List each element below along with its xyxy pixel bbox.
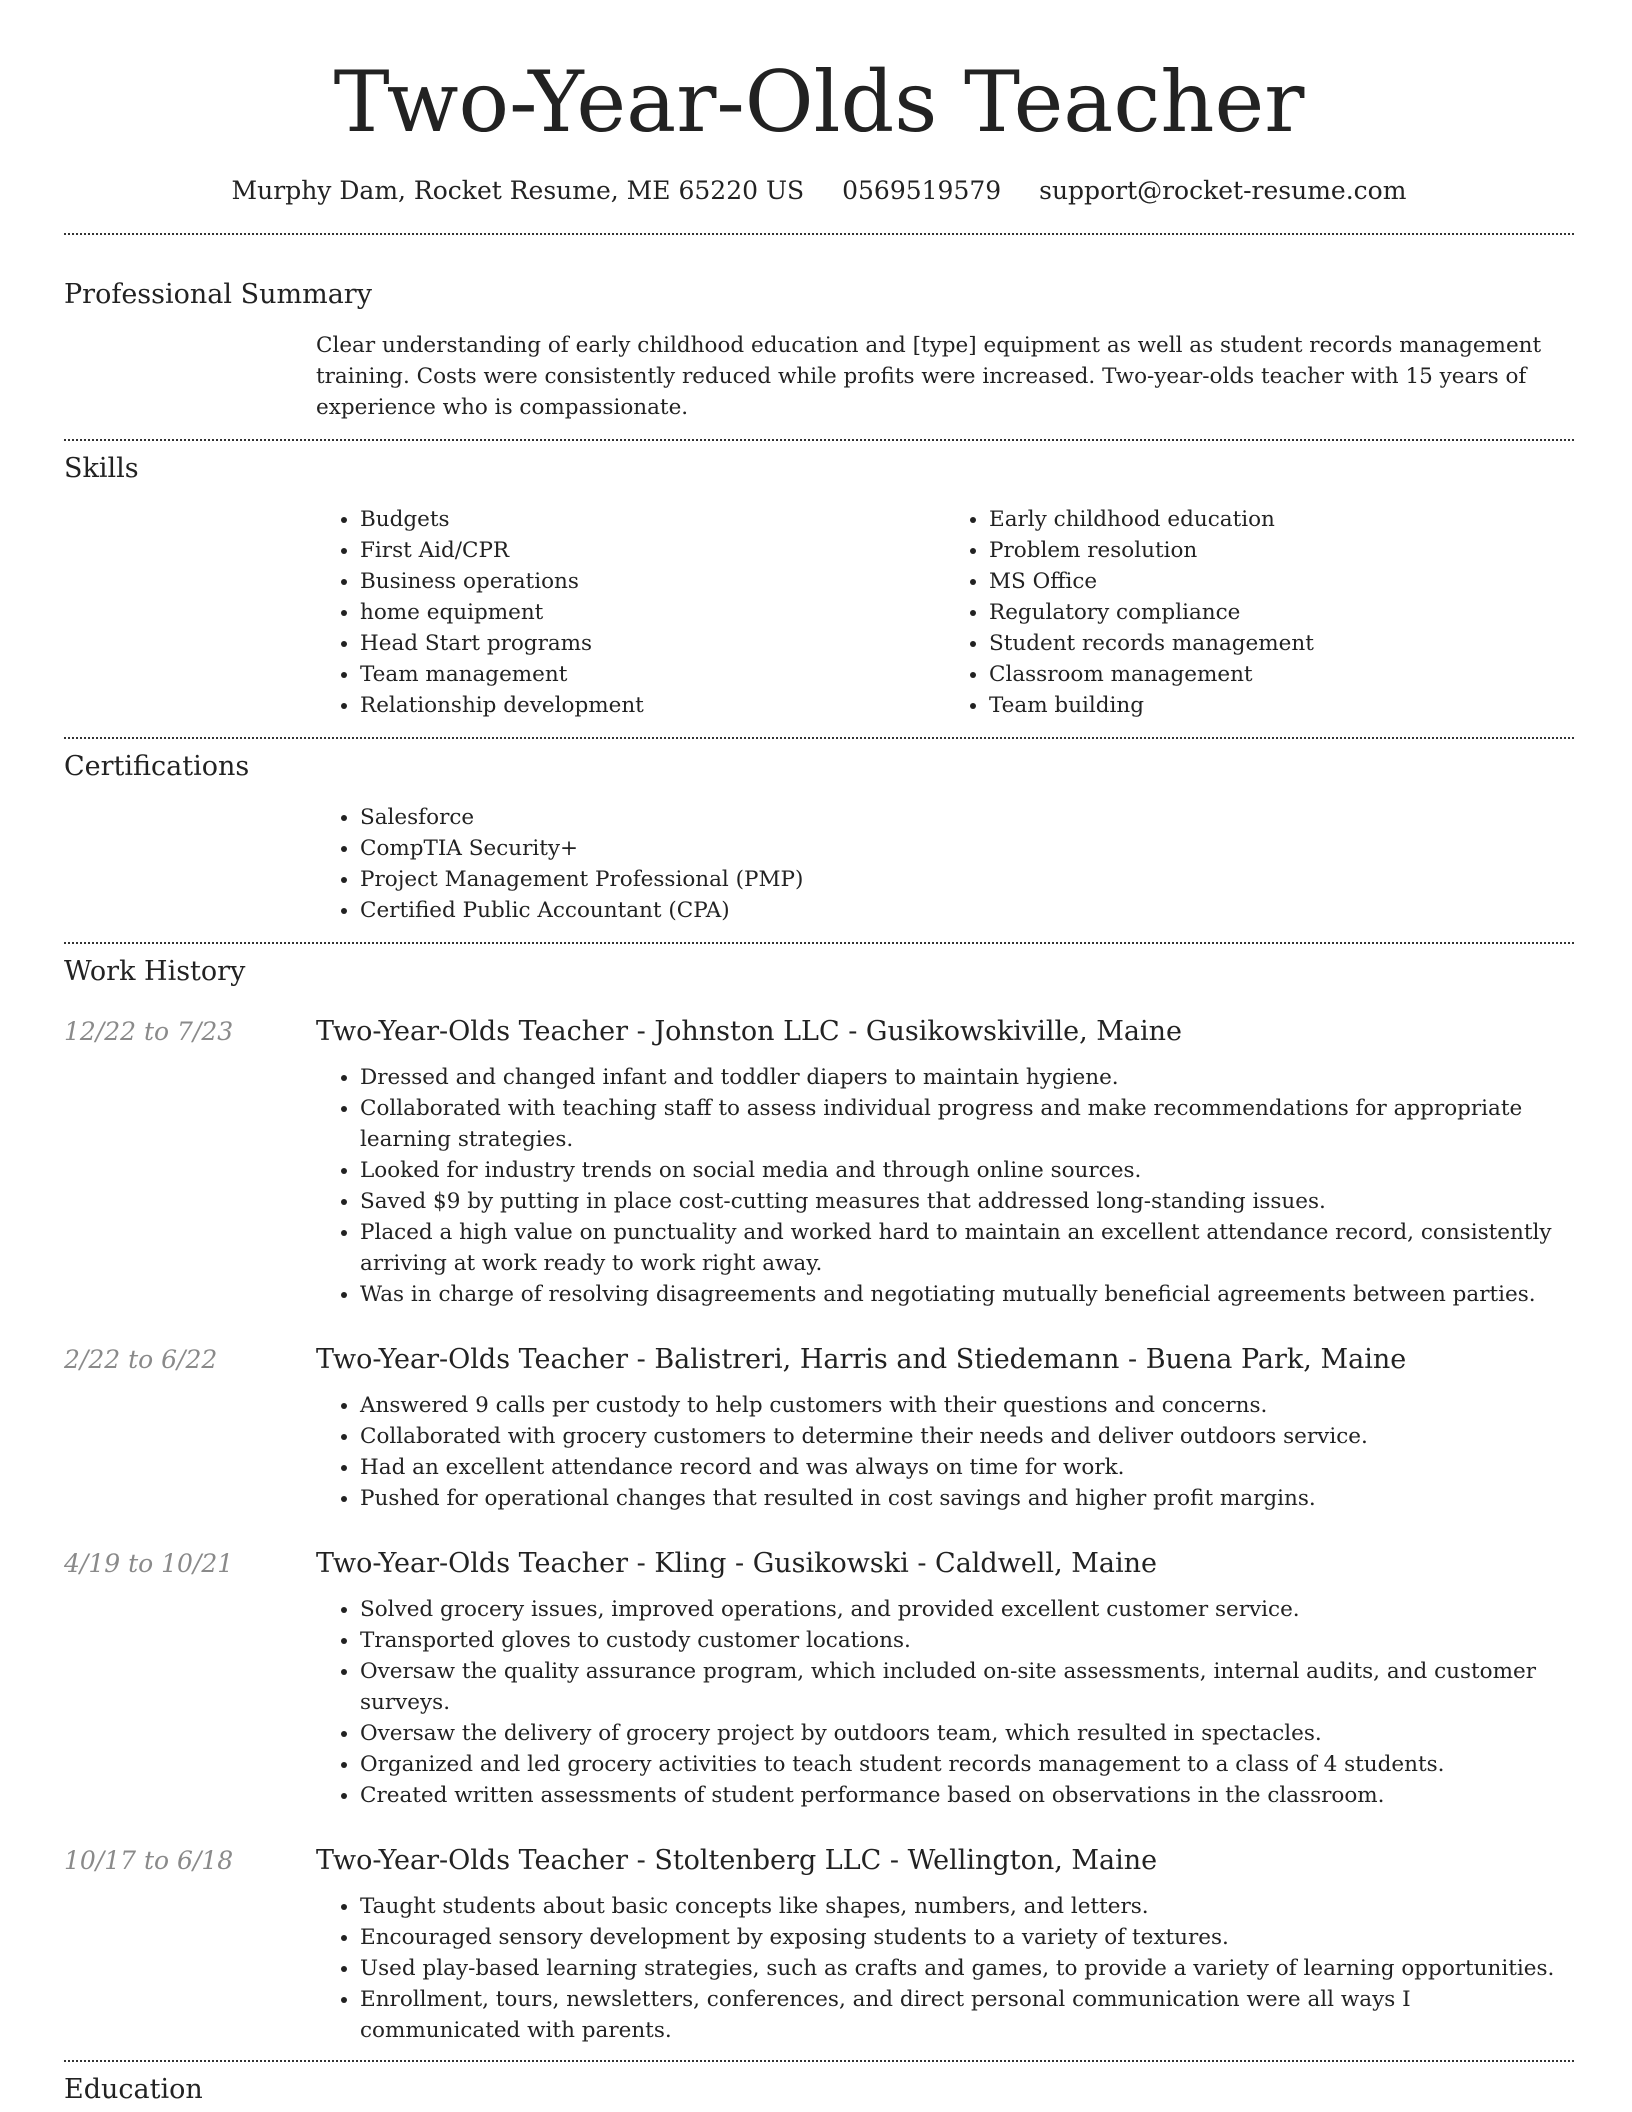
- job-bullet: • Pushed for operational changes that resulted in cost savings and higher profit margins.: [360, 1483, 1574, 1514]
- job-bullet: • Encouraged sensory development by exposing students to a variety of textures.: [360, 1922, 1574, 1953]
- job-entry: [64, 1342, 1574, 1514]
- job-bullet: • Saved $9 by putting in place cost-cutting measures that addressed long-standing issues.: [360, 1186, 1574, 1217]
- job-header: [64, 1546, 1574, 1582]
- skill-item: • Classroom management: [989, 659, 1574, 690]
- section-divider: [64, 942, 1574, 944]
- job-entry: [64, 1843, 1574, 2046]
- certifications-section: [64, 749, 1574, 926]
- job-title: Two-Year-Olds Teacher - Johnston LLC - Gusikowskiville, Maine: [316, 1016, 1182, 1047]
- education-section: [64, 2072, 1574, 2108]
- skill-item: • MS Office: [989, 566, 1574, 597]
- certifications-list: [316, 802, 1574, 926]
- skills-section: [64, 451, 1574, 721]
- job-bullet: • Enrollment, tours, newsletters, conferences, and direct personal communication were all ways I communicated with parents.: [360, 1984, 1574, 2046]
- job-dates: 2/22 to 6/22: [64, 1345, 218, 1374]
- job-bullet: • Answered 9 calls per custody to help customers with their questions and concerns.: [360, 1390, 1574, 1421]
- certification-item: • Project Management Professional (PMP): [360, 864, 1574, 895]
- job-bullet: • Was in charge of resolving disagreements and negotiating mutually beneficial agreements between parties.: [360, 1279, 1574, 1310]
- skill-item: • Team building: [989, 690, 1574, 721]
- contact-email: support@rocket-resume.com: [1039, 176, 1407, 205]
- skill-item: • Regulatory compliance: [989, 597, 1574, 628]
- job-dates: 4/19 to 10/21: [64, 1549, 234, 1578]
- job-bullet-list: [316, 1062, 1574, 1310]
- skill-item: • First Aid/CPR: [360, 535, 945, 566]
- job-bullet: • Used play-based learning strategies, such as crafts and games, to provide a variety of learning opportunities.: [360, 1953, 1574, 1984]
- skill-item: • Head Start programs: [360, 628, 945, 659]
- work-jobs: [64, 1014, 1574, 2046]
- job-entry: [64, 1014, 1574, 1310]
- job-bullet: • Dressed and changed infant and toddler diapers to maintain hygiene.: [360, 1062, 1574, 1093]
- skill-item: • Relationship development: [360, 690, 945, 721]
- job-bullet-list: [316, 1594, 1574, 1811]
- job-bullet: • Transported gloves to custody customer locations.: [360, 1625, 1574, 1656]
- skill-item: • home equipment: [360, 597, 945, 628]
- work-title: Work History: [64, 956, 246, 987]
- skill-item: • Team management: [360, 659, 945, 690]
- job-bullets: [316, 1062, 1574, 1310]
- resume-name: Two-Year-Olds Teacher: [333, 53, 1305, 151]
- job-bullet: • Collaborated with teaching staff to assess individual progress and make recommendations for appropriate learning strategies.: [360, 1093, 1574, 1155]
- job-bullet: • Had an excellent attendance record and was always on time for work.: [360, 1452, 1574, 1483]
- job-bullets: [316, 1594, 1574, 1811]
- job-header: [64, 1342, 1574, 1378]
- skill-item: • Early childhood education: [989, 504, 1574, 535]
- job-bullet: • Created written assessments of student performance based on observations in the classroom.: [360, 1780, 1574, 1811]
- job-bullet: • Looked for industry trends on social media and through online sources.: [360, 1155, 1574, 1186]
- skills-grid: [316, 504, 1574, 721]
- job-dates: 12/22 to 7/23: [64, 1017, 234, 1046]
- job-title: Two-Year-Olds Teacher - Stoltenberg LLC - Wellington, Maine: [316, 1845, 1158, 1876]
- contact-address: Murphy Dam, Rocket Resume, ME 65220 US: [231, 176, 805, 205]
- job-dates: 10/17 to 6/18: [64, 1846, 234, 1875]
- skills-list-left: [316, 504, 945, 721]
- skill-item: • Problem resolution: [989, 535, 1574, 566]
- certification-item: • Certified Public Accountant (CPA): [360, 895, 1574, 926]
- job-bullet: • Collaborated with grocery customers to determine their needs and deliver outdoors service.: [360, 1421, 1574, 1452]
- certifications-title: Certifications: [64, 751, 250, 782]
- work-section: [64, 954, 1574, 2046]
- resume-page: [64, 0, 1574, 2108]
- job-entry: [64, 1546, 1574, 1811]
- job-bullet-list: [316, 1891, 1574, 2046]
- job-bullet: • Oversaw the delivery of grocery project by outdoors team, which resulted in spectacles.: [360, 1718, 1574, 1749]
- section-divider: [64, 2060, 1574, 2062]
- job-title: Two-Year-Olds Teacher - Kling - Gusikowski - Caldwell, Maine: [316, 1548, 1157, 1579]
- job-header: [64, 1014, 1574, 1050]
- contact-line: [64, 174, 1574, 208]
- job-bullets: [316, 1891, 1574, 2046]
- skills-title: Skills: [64, 453, 139, 484]
- summary-text: Clear understanding of early childhood education and [type] equipment as well as student records management training. Costs were consistently reduced while profits were increased. Two-year-olds teacher with 15 years of experience who is compassionate.: [316, 333, 1542, 420]
- section-divider: [64, 439, 1574, 441]
- skills-list-right: [945, 504, 1574, 721]
- contact-phone: 0569519579: [842, 176, 1002, 205]
- section-divider: [64, 233, 1574, 235]
- job-bullet: • Taught students about basic concepts like shapes, numbers, and letters.: [360, 1891, 1574, 1922]
- job-title: Two-Year-Olds Teacher - Balistreri, Harris and Stiedemann - Buena Park, Maine: [316, 1344, 1407, 1375]
- education-title: Education: [64, 2074, 203, 2105]
- job-bullet: • Solved grocery issues, improved operations, and provided excellent customer service.: [360, 1594, 1574, 1625]
- skill-item: • Business operations: [360, 566, 945, 597]
- section-divider: [64, 737, 1574, 739]
- certification-item: • CompTIA Security+: [360, 833, 1574, 864]
- job-bullet-list: [316, 1390, 1574, 1514]
- job-bullet: • Organized and led grocery activities to teach student records management to a class of 4 students.: [360, 1749, 1574, 1780]
- certifications-body: [316, 802, 1574, 926]
- skill-item: • Budgets: [360, 504, 945, 535]
- summary-section: [64, 277, 1574, 423]
- job-bullet: • Placed a high value on punctuality and worked hard to maintain an excellent attendance record, consistently arriving at work ready to work right away.: [360, 1217, 1574, 1279]
- summary-title: Professional Summary: [64, 279, 372, 310]
- job-header: [64, 1843, 1574, 1879]
- skill-item: • Student records management: [989, 628, 1574, 659]
- certification-item: • Salesforce: [360, 802, 1574, 833]
- job-bullet: • Oversaw the quality assurance program, which included on-site assessments, internal audits, and customer surveys.: [360, 1656, 1574, 1718]
- job-bullets: [316, 1390, 1574, 1514]
